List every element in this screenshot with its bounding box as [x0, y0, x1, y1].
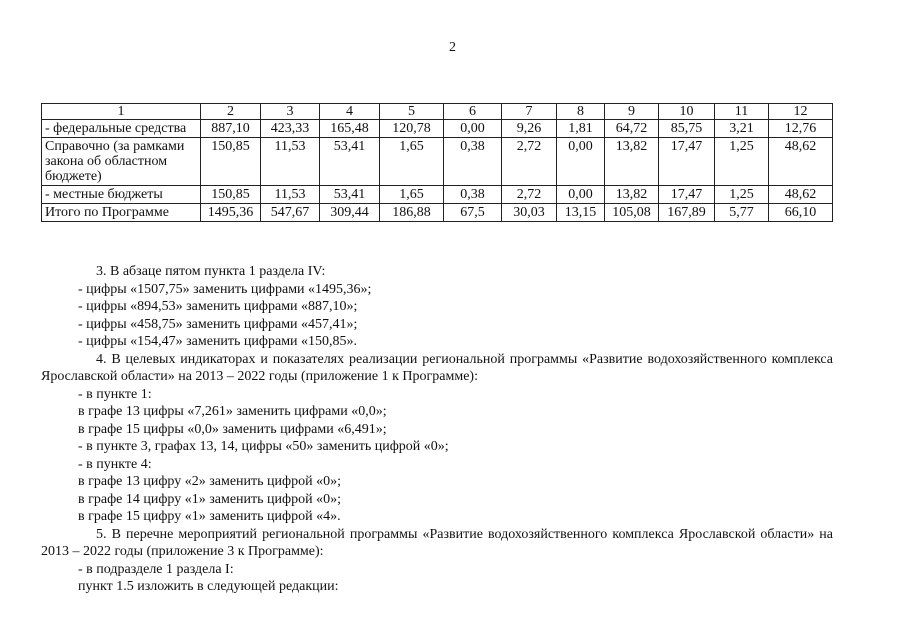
table-cell: 1495,36 — [201, 204, 261, 222]
table-cell: 2,72 — [502, 138, 557, 186]
table-cell: 165,48 — [320, 120, 380, 138]
table-cell: 3,21 — [715, 120, 769, 138]
table-cell: 11,53 — [261, 186, 320, 204]
paragraph: - в пункте 1: — [78, 386, 152, 402]
paragraph: в графе 14 цифру «1» заменить цифрой «0»; — [78, 491, 341, 507]
table-cell: 30,03 — [502, 204, 557, 222]
table-cell: 887,10 — [201, 120, 261, 138]
paragraph: - в подразделе 1 раздела I: — [78, 561, 234, 577]
table-cell: 186,88 — [380, 204, 444, 222]
column-header: 7 — [502, 104, 557, 120]
table-cell: 167,89 — [659, 204, 715, 222]
column-header: 10 — [659, 104, 715, 120]
row-label: - местные бюджеты — [42, 186, 201, 204]
table-cell: 66,10 — [769, 204, 833, 222]
row-label: Итого по Программе — [42, 204, 201, 222]
paragraph: в графе 15 цифры «0,0» заменить цифрами «6,491»; — [78, 421, 387, 437]
table-cell: 1,65 — [380, 138, 444, 186]
row-label: Справочно (за рамками закона об областном бюджете) — [42, 138, 201, 186]
column-header: 9 — [605, 104, 659, 120]
table-cell: 1,25 — [715, 186, 769, 204]
table-cell: 150,85 — [201, 186, 261, 204]
table-cell: 0,00 — [444, 120, 502, 138]
column-header: 6 — [444, 104, 502, 120]
column-header: 3 — [261, 104, 320, 120]
table-cell: 547,67 — [261, 204, 320, 222]
paragraph: - цифры «154,47» заменить цифрами «150,85». — [78, 334, 358, 349]
column-header: 1 — [42, 104, 201, 120]
paragraph: - в пункте 4: — [78, 456, 152, 472]
table-row — [42, 120, 833, 138]
paragraph: - цифры «458,75» заменить цифрами «457,41»; — [78, 316, 358, 332]
table-cell: 0,00 — [557, 186, 605, 204]
table-cell: 11,53 — [261, 138, 320, 186]
table-cell: 13,82 — [605, 186, 659, 204]
table-cell: 0,38 — [444, 138, 502, 186]
table-cell: 9,26 — [502, 120, 557, 138]
page-number: 2 — [449, 40, 456, 55]
table-cell: 53,41 — [320, 138, 380, 186]
table-cell: 0,38 — [444, 186, 502, 204]
paragraph: - цифры «894,53» заменить цифрами «887,10»; — [78, 299, 358, 314]
table-cell: 85,75 — [659, 120, 715, 138]
table-cell: 309,44 — [320, 204, 380, 222]
paragraph: в графе 13 цифры «7,261» заменить цифрами «0,0»; — [78, 404, 387, 419]
table-cell: 1,25 — [715, 138, 769, 186]
column-header: 4 — [320, 104, 380, 120]
table-cell: 5,77 — [715, 204, 769, 222]
table-cell: 1,65 — [380, 186, 444, 204]
table-row — [42, 138, 833, 186]
column-header: 2 — [201, 104, 261, 120]
paragraph: - в пункте 3, графах 13, 14, цифры «50» заменить цифрой «0»; — [78, 439, 449, 454]
table-row-total — [42, 204, 833, 222]
column-header: 5 — [380, 104, 444, 120]
table-cell: 120,78 — [380, 120, 444, 138]
table-cell: 13,15 — [557, 204, 605, 222]
paragraph: 4. В целевых индикаторах и показателях реализации региональной программы «Развитие водохозяйственного комплекса Ярославской области» на 2013 – 2022 годы (приложение 1 к Программе): — [41, 351, 833, 384]
paragraph: 3. В абзаце пятом пункта 1 раздела IV: — [96, 264, 326, 279]
paragraph: пункт 1.5 изложить в следующей редакции: — [78, 579, 339, 594]
table-cell: 423,33 — [261, 120, 320, 138]
budget-table — [41, 103, 833, 222]
paragraph: 5. В перечне мероприятий региональной программы «Развитие водохозяйственного комплекса Ярославской области» на 2013 – 2022 годы (приложение 3 к Программе): — [41, 526, 833, 559]
column-header: 8 — [557, 104, 605, 120]
column-header: 12 — [769, 104, 833, 120]
table-cell: 48,62 — [769, 186, 833, 204]
row-label: - федеральные средства — [42, 120, 201, 138]
amendment-text — [41, 263, 833, 596]
table-cell: 17,47 — [659, 186, 715, 204]
table-cell: 17,47 — [659, 138, 715, 186]
column-header: 11 — [715, 104, 769, 120]
table-cell: 53,41 — [320, 186, 380, 204]
table-cell: 2,72 — [502, 186, 557, 204]
table-cell: 105,08 — [605, 204, 659, 222]
table-cell: 67,5 — [444, 204, 502, 222]
table-cell: 13,82 — [605, 138, 659, 186]
table-cell: 48,62 — [769, 138, 833, 186]
table-cell: 12,76 — [769, 120, 833, 138]
table-cell: 1,81 — [557, 120, 605, 138]
table-row — [42, 186, 833, 204]
table-cell: 0,00 — [557, 138, 605, 186]
paragraph: - цифры «1507,75» заменить цифрами «1495,36»; — [78, 281, 372, 297]
table-cell: 64,72 — [605, 120, 659, 138]
paragraph: в графе 15 цифру «1» заменить цифрой «4». — [78, 509, 341, 524]
table-header-row — [42, 104, 833, 120]
paragraph: в графе 13 цифру «2» заменить цифрой «0»; — [78, 474, 341, 489]
table-cell: 150,85 — [201, 138, 261, 186]
